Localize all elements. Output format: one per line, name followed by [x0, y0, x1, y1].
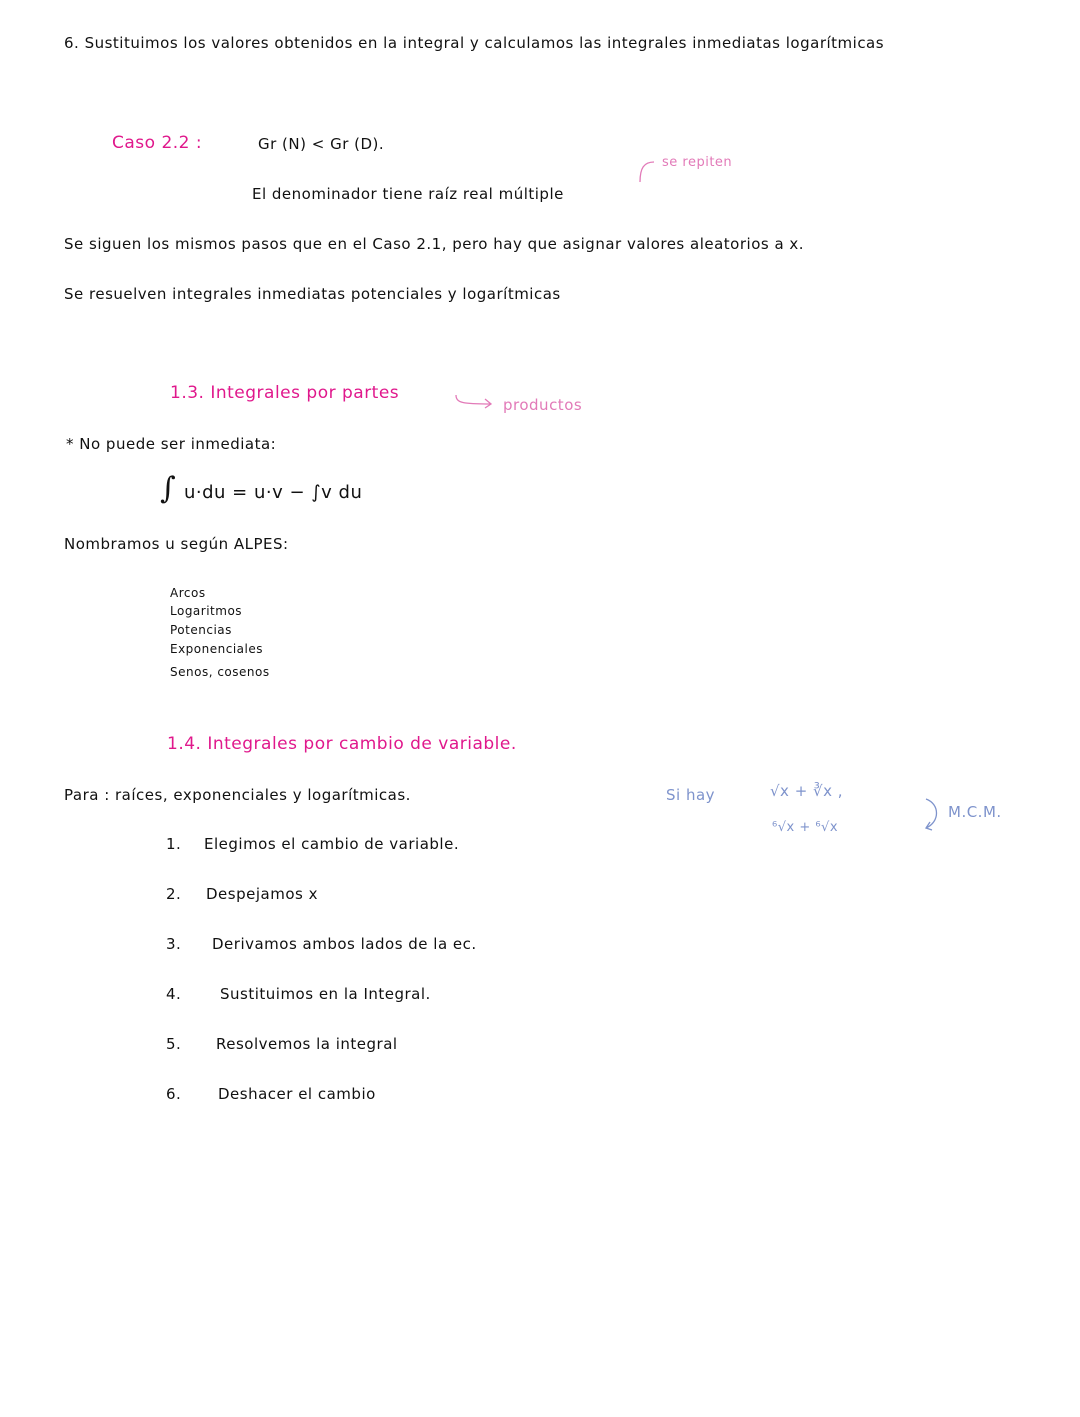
step-5-text: Resolvemos la integral: [216, 1035, 398, 1053]
caso-2-2-line-1: Se siguen los mismos pasos que en el Caso 2.1, pero hay que asignar valores aleatorios a x.: [64, 235, 805, 253]
step-4-number: 4.: [166, 985, 182, 1003]
roots-expression-1: √x + ∛x ,: [770, 782, 844, 800]
caso-2-2-condition: Gr (N) < Gr (D).: [258, 135, 385, 153]
section-1-4-title: 1.4. Integrales por cambio de variable.: [167, 734, 517, 754]
section-1-3-title: 1.3. Integrales por partes: [170, 383, 400, 403]
caso-2-2-line-2: Se resuelven integrales inmediatas potenciales y logarítmicas: [64, 285, 561, 303]
step-2-number: 2.: [166, 885, 182, 903]
productos-annotation: productos: [503, 396, 583, 414]
step-1-text: Elegimos el cambio de variable.: [204, 835, 460, 853]
step-3-text: Derivamos ambos lados de la ec.: [212, 935, 477, 953]
se-repiten-annotation: se repiten: [662, 155, 733, 170]
alpes-item-potencias: Potencias: [170, 623, 232, 637]
step-2-text: Despejamos x: [206, 885, 318, 903]
partes-formula: u·du = u·v − ∫v du: [184, 482, 363, 503]
caso-2-2-statement: El denominador tiene raíz real múltiple: [252, 185, 564, 203]
integral-sign-icon: ∫: [160, 471, 177, 506]
alpes-item-exponenciales: Exponenciales: [170, 642, 263, 656]
no-inmediata-note: * No puede ser inmediata:: [66, 435, 277, 453]
alpes-item-arcos: Arcos: [170, 586, 206, 600]
para-line: Para : raíces, exponenciales y logarítmicas.: [64, 786, 411, 804]
step-5-number: 5.: [166, 1035, 182, 1053]
alpes-intro: Nombramos u según ALPES:: [64, 535, 289, 553]
arrow-right-icon: [453, 393, 495, 409]
si-hay-note: Si hay: [666, 786, 716, 804]
mcm-result: M.C.M.: [948, 803, 1002, 821]
step-4-text: Sustituimos en la Integral.: [220, 985, 431, 1003]
step-3-number: 3.: [166, 935, 182, 953]
alpes-item-logaritmos: Logaritmos: [170, 604, 243, 618]
step-6-number: 6.: [166, 1085, 182, 1103]
curved-arrow-icon: [918, 796, 946, 836]
roots-expression-2: ⁶√x + ⁶√x: [772, 820, 839, 835]
alpes-item-senos-cosenos: Senos, cosenos: [170, 665, 270, 679]
arrow-annotation-icon: [634, 160, 658, 186]
step-6-text: 6. Sustituimos los valores obtenidos en la integral y calculamos las integrales inmediatas logarítmicas: [64, 34, 885, 52]
step-1-number: 1.: [166, 835, 182, 853]
step-6-text-cambio: Deshacer el cambio: [218, 1085, 376, 1103]
caso-2-2-label: Caso 2.2 :: [112, 133, 203, 153]
